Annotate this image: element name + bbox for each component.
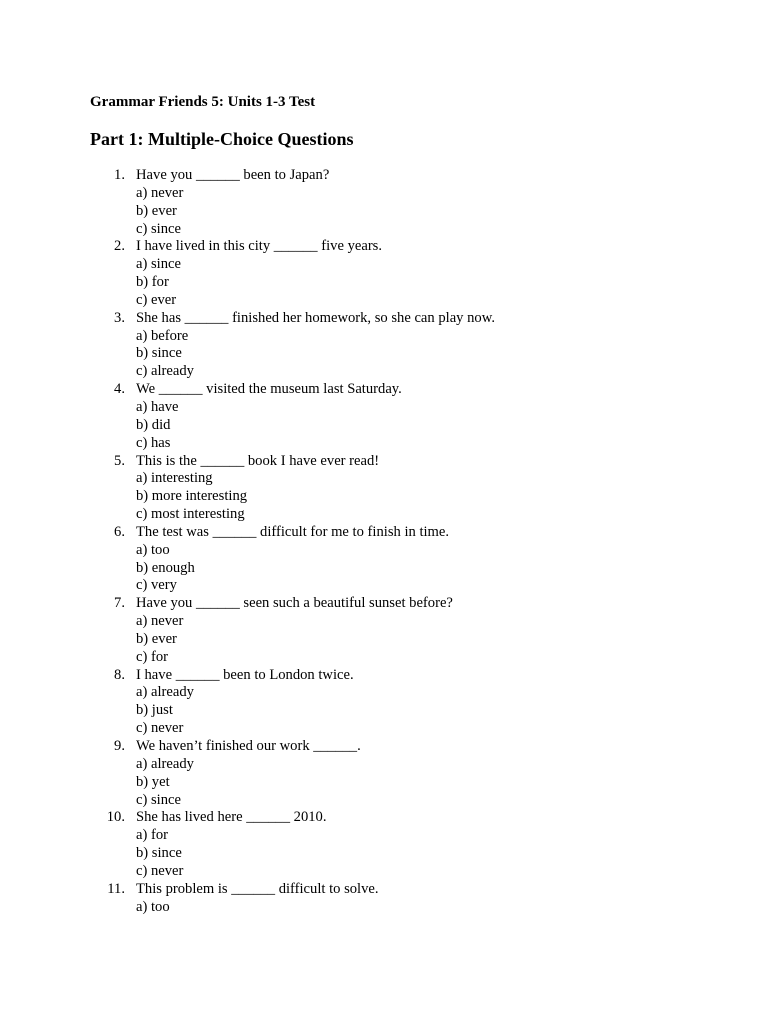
answer-option: a) too — [136, 541, 170, 558]
question-line — [0, 381, 768, 399]
question-line — [0, 809, 768, 827]
question-number: 9. — [114, 738, 125, 754]
answer-option: b) just — [136, 702, 173, 719]
answer-option: a) already — [136, 755, 194, 772]
question-number: 2. — [114, 238, 125, 255]
question-text: She has ______ finished her homework, so she can play now. — [136, 309, 495, 326]
answer-option: a) have — [136, 398, 179, 415]
question-text: This is the ______ book I have ever read! — [136, 452, 380, 469]
answer-option: a) already — [136, 684, 194, 701]
answer-option: a) too — [136, 898, 170, 915]
answer-option: b) did — [136, 416, 171, 433]
question-text: She has lived here ______ 2010. — [136, 809, 327, 826]
answer-option: b) yet — [136, 773, 170, 790]
question-item — [0, 595, 768, 666]
answer-option: c) has — [136, 434, 171, 451]
question-number: 8. — [114, 666, 125, 683]
answer-option: a) since — [136, 256, 181, 273]
question-number: 7. — [114, 595, 125, 612]
question-line — [0, 738, 768, 756]
question-line — [0, 453, 768, 471]
question-line — [0, 310, 768, 328]
answer-option: a) before — [136, 327, 189, 344]
answer-option: c) most interesting — [136, 506, 245, 523]
answer-option: b) ever — [136, 630, 177, 647]
question-number: 5. — [114, 452, 125, 469]
question-text: I have ______ been to London twice. — [136, 666, 354, 683]
answer-option: c) ever — [136, 291, 177, 308]
question-number: 6. — [114, 523, 125, 540]
answer-option: c) since — [136, 791, 181, 808]
question-item — [0, 238, 768, 309]
answer-option: a) for — [136, 827, 169, 844]
question-item — [0, 453, 768, 524]
question-number: 10. — [106, 809, 125, 826]
answer-option: c) already — [136, 363, 194, 380]
question-text: We haven’t finished our work ______. — [136, 738, 361, 754]
answer-option: a) interesting — [136, 470, 213, 487]
question-text: The test was ______ difficult for me to finish in time. — [136, 523, 450, 540]
question-item — [0, 167, 768, 238]
question-item — [0, 524, 768, 595]
section-heading: Part 1: Multiple-Choice Questions — [90, 129, 354, 149]
question-list — [0, 167, 768, 916]
question-line — [0, 524, 768, 542]
question-text: This problem is ______ difficult to solve. — [136, 880, 379, 897]
question-text: Have you ______ been to Japan? — [136, 167, 330, 183]
question-line — [0, 667, 768, 685]
answer-option: b) enough — [136, 559, 195, 576]
answer-option: c) for — [136, 648, 169, 665]
answer-option: b) ever — [136, 202, 177, 219]
answer-option: c) never — [136, 720, 184, 737]
question-item — [0, 381, 768, 452]
answer-option: b) since — [136, 845, 182, 862]
answer-option: a) never — [136, 613, 184, 630]
answer-option: b) for — [136, 274, 169, 291]
question-line — [0, 238, 768, 256]
question-item — [0, 310, 768, 381]
question-line — [0, 881, 768, 899]
document-title: Grammar Friends 5: Units 1-3 Test — [90, 94, 316, 110]
question-item — [0, 738, 768, 809]
question-number: 11. — [107, 880, 125, 897]
answer-option: b) more interesting — [136, 488, 248, 505]
answer-option: c) very — [136, 577, 177, 594]
question-item — [0, 881, 768, 917]
question-line — [0, 595, 768, 613]
answer-option: c) since — [136, 220, 181, 237]
question-text: Have you ______ seen such a beautiful sunset before? — [136, 595, 453, 612]
question-item — [0, 667, 768, 738]
question-text: We ______ visited the museum last Saturday. — [136, 381, 402, 398]
question-number: 1. — [114, 167, 125, 183]
question-line — [0, 167, 768, 185]
question-number: 3. — [114, 309, 125, 326]
answer-option: c) never — [136, 862, 184, 879]
answer-option: b) since — [136, 345, 182, 362]
question-number: 4. — [114, 381, 125, 398]
question-text: I have lived in this city ______ five years. — [136, 238, 383, 255]
answer-option: a) never — [136, 184, 184, 201]
question-item — [0, 809, 768, 880]
